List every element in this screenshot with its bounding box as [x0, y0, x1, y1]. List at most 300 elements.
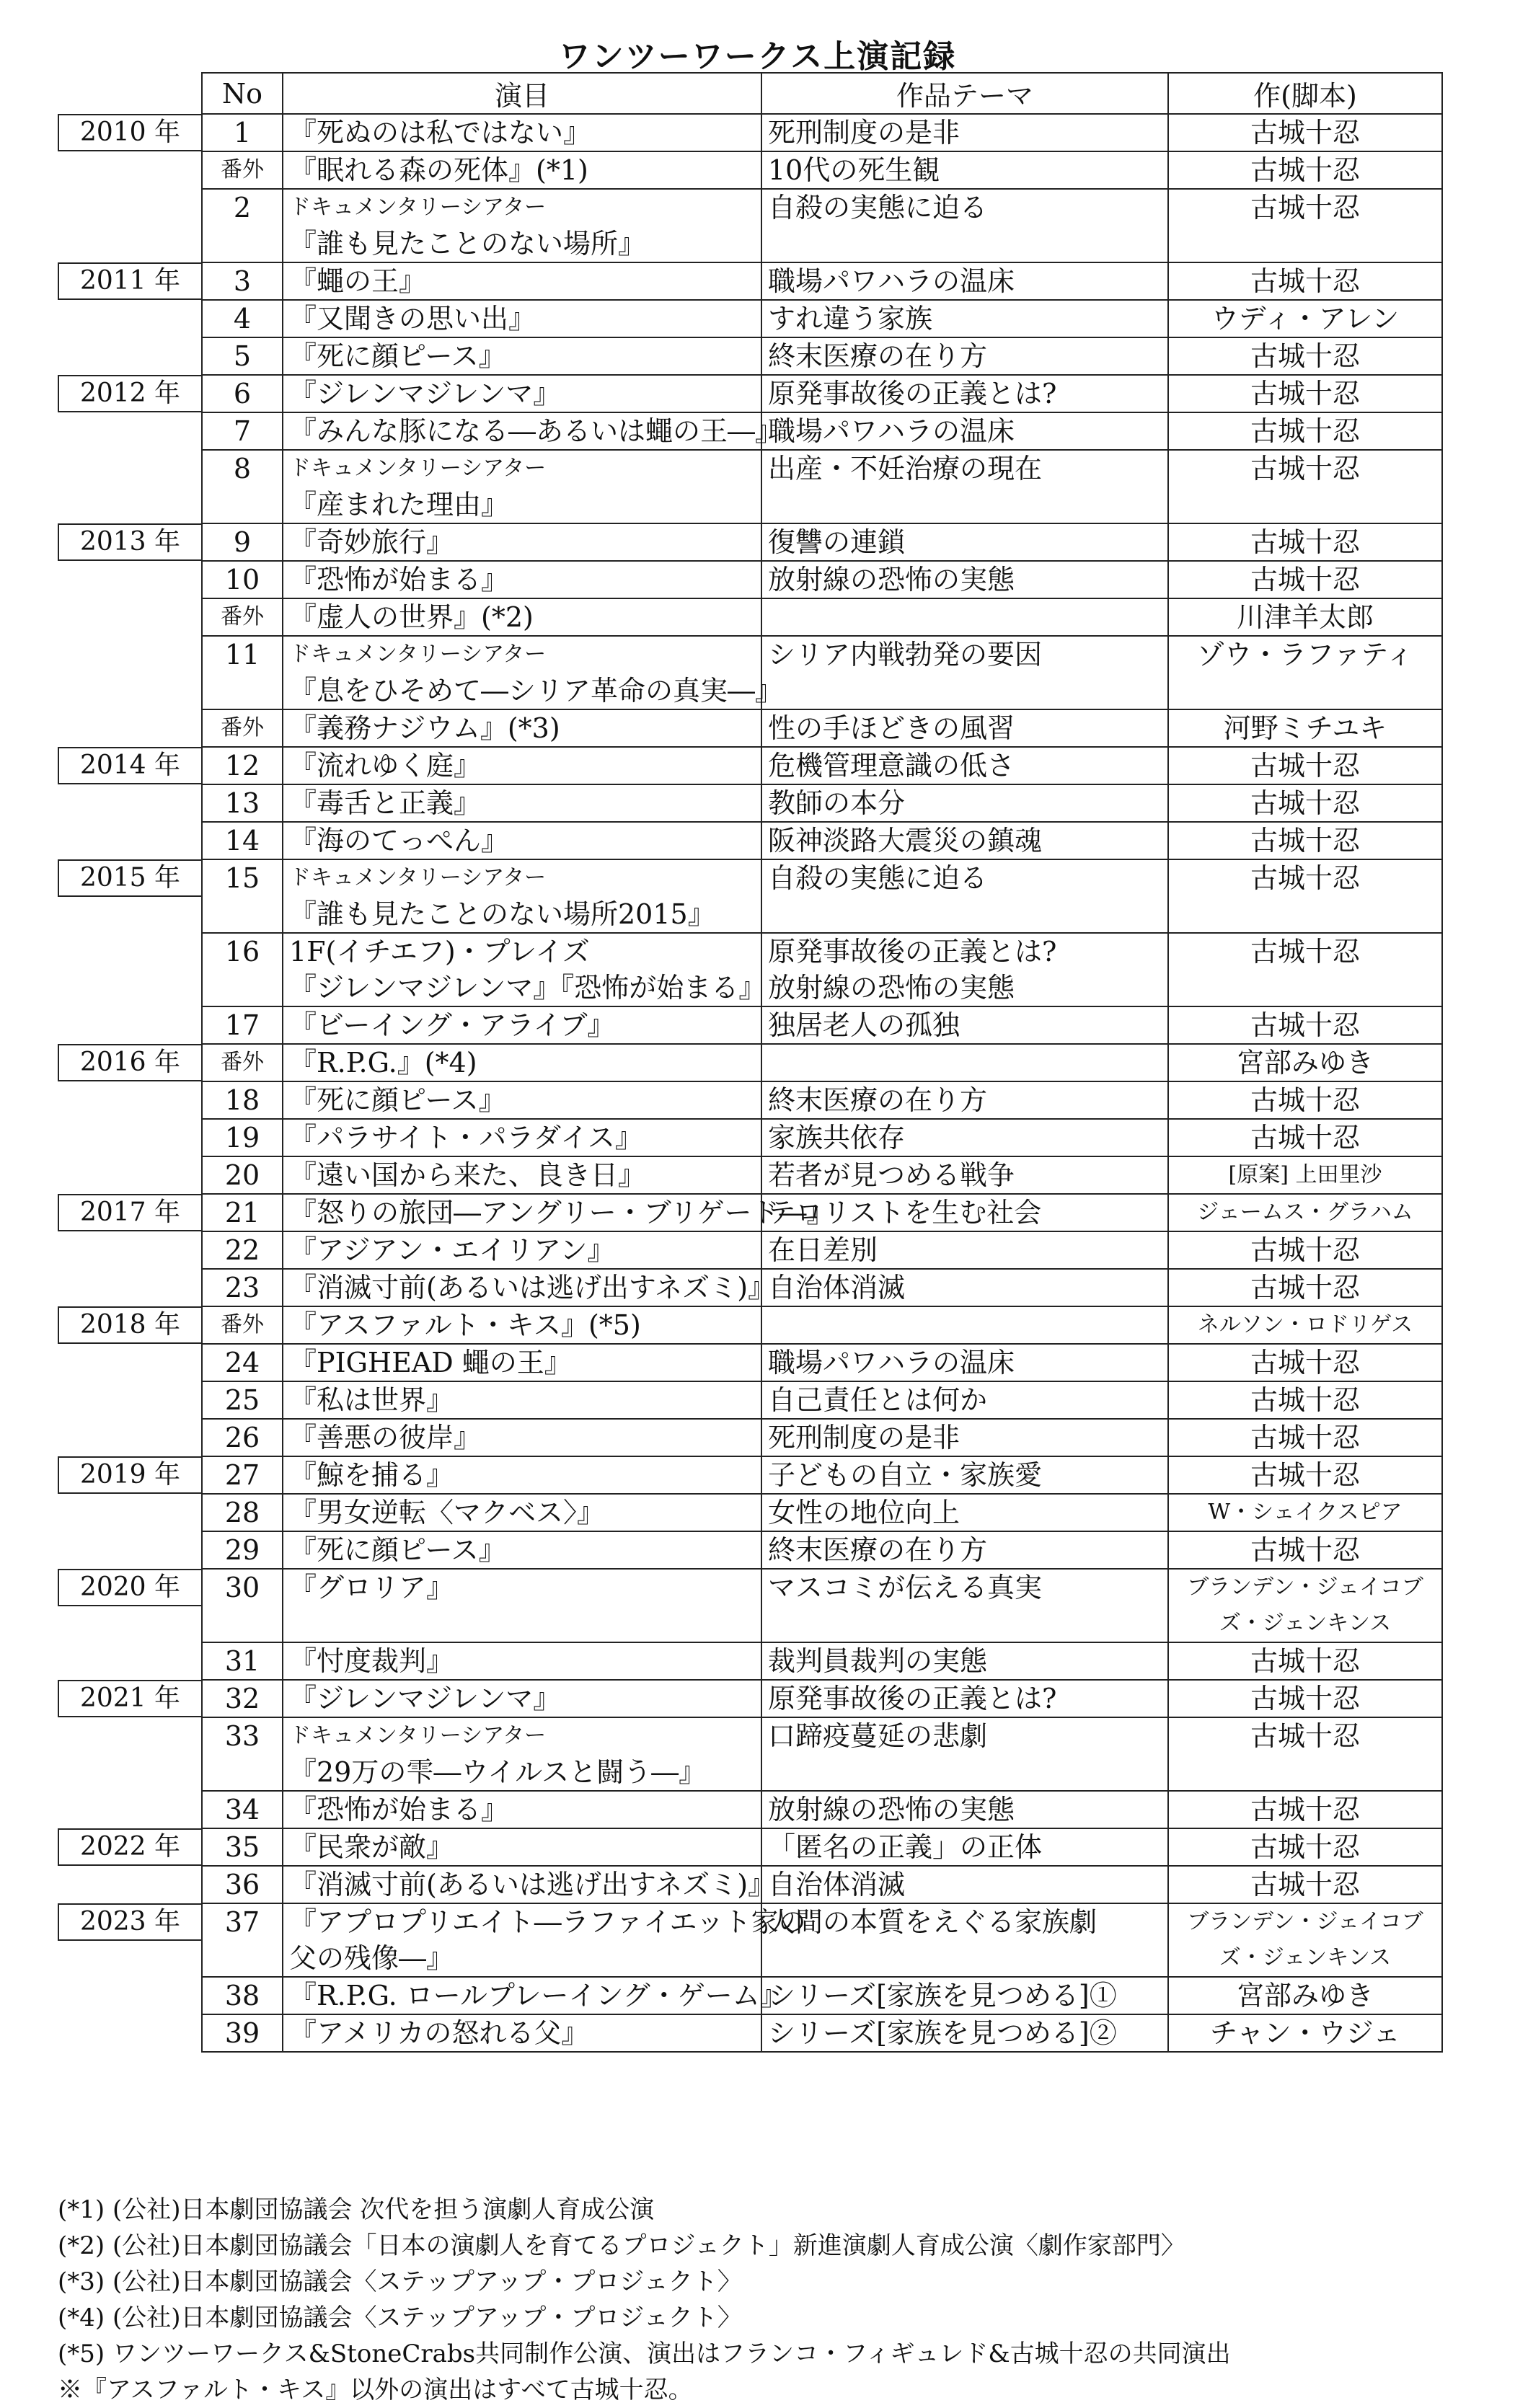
author-text: 古城十忍: [1250, 1459, 1360, 1491]
theme-cell: [761, 1569, 1168, 1642]
year-cell: [58, 933, 202, 1006]
footnote-line: (*1) (公社)日本劇団協議会 次代を担う演劇人育成公演: [58, 2195, 655, 2224]
year-cell: [58, 151, 202, 189]
author-text: 古城十忍: [1250, 526, 1360, 558]
year-label: 2019 年: [58, 1456, 201, 1494]
no-cell: 12: [202, 747, 283, 784]
author-text: 古城十忍: [1250, 1234, 1360, 1266]
table-row: [58, 1194, 1442, 1231]
no-cell: 35: [202, 1828, 283, 1866]
author-cell: [1168, 1306, 1442, 1344]
year-cell: [58, 747, 202, 784]
author-text: ブランデン・ジェイコブ: [1187, 1575, 1423, 1600]
theme-cell: [761, 337, 1168, 375]
author-cell: [1168, 412, 1442, 450]
theme-cell: [761, 933, 1168, 1006]
no-cell: 8: [202, 450, 283, 523]
author-cell: [1168, 1006, 1442, 1044]
theme-cell: [761, 1717, 1168, 1791]
table-row: [58, 1044, 1442, 1081]
year-label: 2010 年: [58, 114, 201, 151]
author-text: 古城十忍: [1250, 750, 1360, 782]
title-text: 『怒りの旅団―アングリー・ブリゲード―』: [289, 1197, 834, 1229]
theme-text: 終末医療の在り方: [768, 1534, 988, 1566]
author-text: W・シェイクスピア: [1208, 1500, 1403, 1525]
year-label: 2016 年: [58, 1044, 201, 1081]
author-cell: [1168, 859, 1442, 933]
theme-text: シリア内戦勃発の要因: [768, 639, 1043, 670]
year-label: 2013 年: [58, 523, 201, 561]
year-cell: [58, 1119, 202, 1156]
performance-record-table: [58, 72, 1443, 2053]
no-cell: 13: [202, 784, 283, 822]
author-text: 古城十忍: [1250, 117, 1360, 149]
theme-cell: [761, 1680, 1168, 1717]
year-cell: [58, 1866, 202, 1903]
title-cell: [283, 636, 783, 709]
theme-cell: [761, 189, 1168, 262]
title-cell: [283, 598, 761, 636]
title-cell: [283, 1044, 761, 1081]
no-cell: 7: [202, 412, 283, 450]
theme-text: テロリストを生む社会: [768, 1197, 1042, 1229]
theme-cell: [761, 709, 1168, 747]
author-text: 古城十忍: [1250, 192, 1360, 223]
year-cell: [58, 784, 202, 822]
title-cell: [283, 1977, 787, 2014]
theme-text: 自治体消滅: [768, 1272, 906, 1303]
title-cell: [283, 412, 783, 450]
author-text: 古城十忍: [1250, 1422, 1360, 1453]
theme-text: 女性の地位向上: [768, 1497, 960, 1528]
table-header-row: [58, 73, 1442, 114]
year-cell: [58, 1194, 202, 1231]
theme-cell: [761, 747, 1168, 784]
title-cell: [283, 784, 761, 822]
title-cell: [283, 1194, 834, 1231]
author-cell: [1168, 1381, 1442, 1419]
year-cell: [58, 1344, 202, 1381]
author-text: 古城十忍: [1250, 1272, 1360, 1303]
genre-label: ドキュメンタリーシアター: [289, 195, 547, 220]
author-text: 古城十忍: [1250, 1009, 1360, 1041]
theme-cell: [761, 859, 1168, 933]
footnote-line: (*5) ワンツーワークス&StoneCrabs共同制作公演、演出はフランコ・フィギュレド&古城十忍の共同演出: [58, 2340, 1231, 2368]
table-row: [58, 1381, 1442, 1419]
title-text: 『鯨を捕る』: [289, 1459, 454, 1491]
theme-cell: [761, 1269, 1168, 1306]
year-label: 2020 年: [58, 1569, 201, 1606]
author-text: 古城十忍: [1250, 378, 1360, 410]
no-cell: 番外: [202, 598, 283, 636]
no-cell: 37: [202, 1903, 283, 1977]
title-text: 1F(イチエフ)・プレイズ: [289, 936, 590, 968]
title-text-line2: 父の残像―』: [289, 1942, 454, 1974]
title-cell: [283, 114, 761, 151]
theme-text: 教師の本分: [768, 787, 906, 819]
author-text-line2: ズ・ジェンキンス: [1219, 1611, 1392, 1636]
author-text: 川津羊太郎: [1236, 601, 1374, 633]
no-cell: 32: [202, 1680, 283, 1717]
author-text: ジェームス・グラハム: [1197, 1200, 1413, 1225]
genre-label: ドキュメンタリーシアター: [289, 1723, 547, 1748]
title-cell: [283, 1494, 761, 1531]
theme-text: 自己責任とは何か: [768, 1384, 988, 1416]
title-text: 『恐怖が始まる』: [289, 564, 509, 596]
author-cell: [1168, 561, 1442, 598]
no-cell: 18: [202, 1081, 283, 1119]
table-row: [58, 523, 1442, 561]
year-cell: [58, 598, 202, 636]
table-row: [58, 1531, 1442, 1569]
title-cell: [283, 1231, 761, 1269]
theme-text: 出産・不妊治療の現在: [768, 453, 1043, 484]
title-text: 『私は世界』: [289, 1384, 454, 1416]
title-text: 『死に顔ピース』: [289, 1084, 506, 1116]
theme-text: 阪神淡路大震災の鎮魂: [768, 825, 1043, 856]
theme-cell: [761, 598, 1168, 636]
year-cell: [58, 1977, 202, 2014]
title-text: 『ジレンマジレンマ』: [289, 1683, 561, 1714]
table-row: [58, 114, 1442, 151]
no-cell: 17: [202, 1006, 283, 1044]
theme-cell: [761, 300, 1168, 337]
theme-cell: [761, 1828, 1168, 1866]
theme-cell: [761, 822, 1168, 859]
author-text: ウディ・アレン: [1211, 303, 1400, 335]
no-cell: 番外: [202, 709, 283, 747]
theme-cell: [761, 784, 1168, 822]
title-text: 『消滅寸前(あるいは逃げ出すネズミ)』: [289, 1272, 776, 1303]
year-cell: [58, 561, 202, 598]
author-text: 古城十忍: [1250, 154, 1360, 186]
title-text: 『遠い国から来た、良き日』: [289, 1159, 646, 1191]
theme-text: 子どもの自立・家族愛: [768, 1459, 1043, 1491]
theme-cell: [761, 1531, 1168, 1569]
theme-cell: [761, 375, 1168, 412]
theme-text: 死刑制度の是非: [768, 1422, 960, 1453]
table-row: [58, 1156, 1442, 1194]
author-text: 河野ミチユキ: [1223, 712, 1387, 744]
title-text: 『息をひそめて―シリア革命の真実―』: [289, 675, 783, 707]
year-cell: [58, 1903, 202, 1977]
no-cell: 36: [202, 1866, 283, 1903]
title-text: 『PIGHEAD 蠅の王』: [289, 1347, 572, 1378]
theme-text: 危機管理意識の低さ: [768, 750, 1015, 782]
year-cell: [58, 1791, 202, 1828]
title-text: 『恐怖が始まる』: [289, 1794, 509, 1825]
title-cell: [283, 822, 761, 859]
author-text: 宮部みゆき: [1236, 1980, 1374, 2011]
year-cell: [58, 1642, 202, 1680]
author-text: 古城十忍: [1250, 1794, 1360, 1825]
author-cell: [1168, 1680, 1442, 1717]
year-cell: [58, 709, 202, 747]
theme-text: シリーズ[家族を見つめる]①: [768, 1980, 1117, 2011]
theme-text: 放射線の恐怖の実態: [768, 1794, 1015, 1825]
theme-text: 終末医療の在り方: [768, 340, 988, 372]
year-column-header: [58, 73, 202, 114]
title-cell: [283, 1903, 806, 1977]
title-cell: [283, 1306, 761, 1344]
author-text: 古城十忍: [1250, 1869, 1360, 1900]
title-column-header: 演目: [283, 73, 761, 114]
year-label: 2017 年: [58, 1194, 201, 1231]
title-cell: [283, 2014, 761, 2052]
no-cell: 27: [202, 1456, 283, 1494]
page-title: ワンツーワークス上演記録: [558, 38, 957, 75]
author-cell: [1168, 1194, 1442, 1231]
theme-cell: [761, 1344, 1168, 1381]
theme-text: 「匿名の正義」の正体: [768, 1831, 1043, 1863]
table-body: [58, 114, 1442, 2052]
title-cell: [283, 1680, 761, 1717]
theme-text: 原発事故後の正義とは?: [768, 1683, 1057, 1714]
author-cell: [1168, 1156, 1442, 1194]
title-cell: [283, 1791, 761, 1828]
theme-text: 10代の死生観: [768, 154, 940, 186]
year-cell: [58, 1419, 202, 1456]
title-cell: [283, 375, 761, 412]
year-cell: [58, 412, 202, 450]
title-cell: [283, 1344, 761, 1381]
title-text: 『又聞きの思い出』: [289, 303, 536, 335]
author-cell: [1168, 189, 1442, 262]
author-text: 古城十忍: [1250, 340, 1360, 372]
theme-cell: [761, 1494, 1168, 1531]
author-cell: [1168, 262, 1442, 300]
year-cell: [58, 1306, 202, 1344]
no-cell: 1: [202, 114, 283, 151]
title-cell: [283, 1717, 761, 1791]
title-text: 『アプロプリエイト―ラファイエット家の: [289, 1906, 806, 1938]
table-row: [58, 933, 1442, 1006]
author-text: 古城十忍: [1250, 787, 1360, 819]
author-cell: [1168, 822, 1442, 859]
theme-text: 職場パワハラの温床: [768, 265, 1015, 297]
author-cell: [1168, 1494, 1442, 1531]
theme-cell: [761, 636, 1168, 709]
author-text: 宮部みゆき: [1236, 1047, 1374, 1079]
title-cell: [283, 1456, 761, 1494]
theme-text: 家族共依存: [768, 1122, 906, 1154]
author-text: 古城十忍: [1250, 1645, 1360, 1677]
table-row: [58, 1231, 1442, 1269]
no-cell: 15: [202, 859, 283, 933]
year-cell: [58, 1156, 202, 1194]
theme-text: 口蹄疫蔓延の悲劇: [768, 1720, 988, 1752]
theme-cell: [761, 561, 1168, 598]
author-text: 古城十忍: [1250, 1347, 1360, 1378]
year-cell: [58, 1531, 202, 1569]
year-cell: [58, 523, 202, 561]
theme-text: 自殺の実態に迫る: [768, 862, 988, 894]
author-cell: [1168, 114, 1442, 151]
title-text: 『流れゆく庭』: [289, 750, 482, 782]
title-text: 『みんな豚になる―あるいは蠅の王―』: [289, 415, 783, 447]
year-label: 2023 年: [58, 1903, 201, 1941]
theme-text: 復讐の連鎖: [768, 526, 906, 558]
title-cell: [283, 1531, 761, 1569]
title-cell: [283, 933, 767, 1006]
no-cell: 2: [202, 189, 283, 262]
author-cell: [1168, 1866, 1442, 1903]
title-cell: [283, 1642, 761, 1680]
theme-text: 原発事故後の正義とは?: [768, 378, 1057, 410]
no-cell: 29: [202, 1531, 283, 1569]
author-text: 古城十忍: [1250, 825, 1360, 856]
table-row: [58, 561, 1442, 598]
no-cell: 26: [202, 1419, 283, 1456]
theme-text: 死刑制度の是非: [768, 117, 960, 149]
title-cell: [283, 1006, 761, 1044]
title-text: 『死に顔ピース』: [289, 340, 506, 372]
table-row: [58, 1006, 1442, 1044]
author-text: 古城十忍: [1250, 1683, 1360, 1714]
no-cell: 20: [202, 1156, 283, 1194]
author-text: ゾウ・ラファティ: [1196, 639, 1414, 670]
author-cell: [1168, 1044, 1442, 1081]
year-cell: [58, 375, 202, 412]
title-text: 『アスファルト・キス』(*5): [289, 1309, 641, 1341]
table-row: [58, 1680, 1442, 1717]
theme-cell: [761, 114, 1168, 151]
theme-cell: [761, 450, 1168, 523]
table-row: [58, 375, 1442, 412]
theme-text: 性の手ほどきの風習: [768, 712, 1015, 744]
table-row: [58, 1828, 1442, 1866]
theme-text: 職場パワハラの温床: [768, 415, 1015, 447]
footnote-line: (*3) (公社)日本劇団協議会〈ステップアップ・プロジェクト〉: [58, 2267, 742, 2296]
table-row: [58, 450, 1442, 523]
table-row: [58, 636, 1442, 709]
author-cell: [1168, 709, 1442, 747]
table-row: [58, 1269, 1442, 1306]
title-text: 『パラサイト・パラダイス』: [289, 1122, 642, 1154]
title-cell: [283, 1081, 761, 1119]
author-text: [原案] 上田里沙: [1228, 1162, 1382, 1187]
table-row: [58, 1306, 1442, 1344]
title-text: 『忖度裁判』: [289, 1645, 454, 1677]
author-cell: [1168, 747, 1442, 784]
author-cell: [1168, 1977, 1442, 2014]
no-cell: 39: [202, 2014, 283, 2052]
year-cell: [58, 114, 202, 151]
author-text: 古城十忍: [1250, 1534, 1360, 1566]
author-cell: [1168, 523, 1442, 561]
theme-cell: [761, 1866, 1168, 1903]
theme-text: マスコミが伝える真実: [768, 1572, 1043, 1603]
theme-cell: [761, 412, 1168, 450]
title-cell: [283, 189, 761, 262]
title-text: 『グロリア』: [289, 1572, 454, 1603]
title-text: 『毒舌と正義』: [289, 787, 482, 819]
year-cell: [58, 262, 202, 300]
theme-text: シリーズ[家族を見つめる]②: [768, 2017, 1117, 2049]
year-cell: [58, 1044, 202, 1081]
table-row: [58, 262, 1442, 300]
author-cell: [1168, 1791, 1442, 1828]
title-cell: [283, 1381, 761, 1419]
theme-cell: [761, 1081, 1168, 1119]
title-text: 『死ぬのは私ではない』: [289, 117, 591, 149]
title-cell: [283, 450, 761, 523]
year-cell: [58, 1081, 202, 1119]
year-cell: [58, 822, 202, 859]
no-cell: 番外: [202, 1044, 283, 1081]
author-cell: [1168, 636, 1442, 709]
no-cell: 24: [202, 1344, 283, 1381]
author-cell: [1168, 450, 1442, 523]
title-text: 『奇妙旅行』: [289, 526, 454, 558]
author-cell: [1168, 598, 1442, 636]
author-column-header: 作(脚本): [1168, 73, 1442, 114]
year-cell: [58, 189, 202, 262]
title-text: 『善悪の彼岸』: [289, 1422, 482, 1453]
no-cell: 31: [202, 1642, 283, 1680]
theme-text: 職場パワハラの温床: [768, 1347, 1015, 1378]
theme-text: 自治体消滅: [768, 1869, 906, 1900]
author-text: 古城十忍: [1250, 564, 1360, 596]
title-cell: [283, 262, 761, 300]
year-label: 2021 年: [58, 1680, 201, 1717]
no-cell: 6: [202, 375, 283, 412]
table-row: [58, 337, 1442, 375]
title-text: 『アメリカの怒れる父』: [289, 2017, 589, 2049]
title-cell: [283, 1569, 761, 1642]
title-text: 『産まれた理由』: [289, 489, 509, 521]
year-cell: [58, 1717, 202, 1791]
table-row: [58, 1569, 1442, 1642]
title-cell: [283, 1269, 776, 1306]
table-row: [58, 1791, 1442, 1828]
table-row: [58, 709, 1442, 747]
author-cell: [1168, 1081, 1442, 1119]
author-cell: [1168, 337, 1442, 375]
theme-cell: [761, 1456, 1168, 1494]
title-cell: [283, 300, 761, 337]
author-text: 古城十忍: [1250, 1084, 1360, 1116]
author-text: 古城十忍: [1250, 453, 1360, 484]
year-label: 2018 年: [58, 1306, 201, 1344]
no-cell: 21: [202, 1194, 283, 1231]
theme-text: 在日差別: [768, 1234, 878, 1266]
theme-text: 放射線の恐怖の実態: [768, 564, 1015, 596]
author-text: 古城十忍: [1250, 1831, 1360, 1863]
title-text: 『誰も見たことのない場所2015』: [289, 898, 715, 930]
title-text: 『誰も見たことのない場所』: [289, 228, 646, 260]
title-text: 『眠れる森の死体』(*1): [289, 154, 588, 186]
year-cell: [58, 1680, 202, 1717]
no-column-header: No: [202, 73, 283, 114]
theme-cell: [761, 1381, 1168, 1419]
table-row: [58, 598, 1442, 636]
table-row: [58, 784, 1442, 822]
title-cell: [283, 151, 761, 189]
author-cell: [1168, 1456, 1442, 1494]
no-cell: 23: [202, 1269, 283, 1306]
table-row: [58, 1642, 1442, 1680]
no-cell: 33: [202, 1717, 283, 1791]
no-cell: 5: [202, 337, 283, 375]
year-cell: [58, 1494, 202, 1531]
table-row: [58, 189, 1442, 262]
title-text: 『R.P.G. ロールプレーイング・ゲーム』: [289, 1980, 787, 2011]
author-cell: [1168, 1231, 1442, 1269]
theme-cell: [761, 2014, 1168, 2052]
year-cell: [58, 1381, 202, 1419]
author-cell: [1168, 1531, 1442, 1569]
